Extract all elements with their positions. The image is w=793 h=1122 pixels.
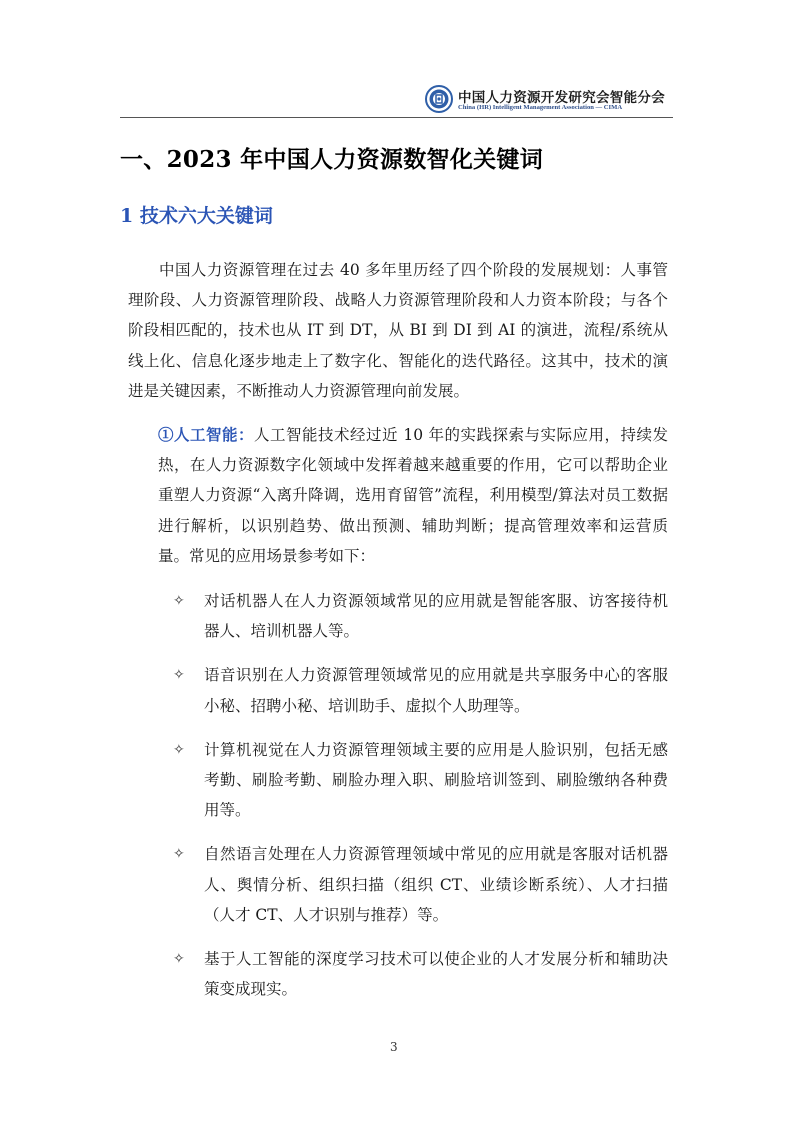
- diamond-bullet-icon: ✧: [173, 846, 185, 863]
- list-item: [173, 944, 668, 1004]
- diamond-bullet-icon: ✧: [173, 951, 185, 968]
- header-divider: [120, 117, 673, 118]
- cima-logo-icon: [425, 85, 453, 113]
- intro-paragraph: 中国人力资源管理在过去 40 多年里历经了四个阶段的发展规划：人事管理阶段、人力资源管理阶段、战略人力资源管理阶段和人力资本阶段；与各个阶段相匹配的，技术也从 IT 到 DT，从 BI 到 DI 到 AI 的演进，流程/系统从线上化、信息化逐步地走上了数字化、智能化的迭代路径。这其中，技术的演进是关键因素，不断推动人力资源管理向前发展。: [128, 261, 668, 400]
- section-title: 一、2023 年中国人力资源数智化关键词: [120, 146, 544, 173]
- list-item-text: 计算机视觉在人力资源管理领域主要的应用是人脸识别，包括无感考勤、刷脸考勤、刷脸办理入职、刷脸培训签到、刷脸缴纳各种费用等。: [204, 740, 668, 820]
- list-item-text: 基于人工智能的深度学习技术可以使企业的人才发展分析和辅助决策变成现实。: [204, 950, 668, 999]
- list-item: [173, 660, 668, 720]
- subsection-title: 1 技术六大关键词: [120, 205, 273, 227]
- list-item: [173, 586, 668, 646]
- list-item: [173, 735, 668, 826]
- list-item: [173, 839, 668, 930]
- page-header: [423, 84, 673, 118]
- page-number: 3: [390, 1040, 398, 1054]
- diamond-bullet-icon: ✧: [173, 667, 185, 684]
- list-item-text: 对话机器人在人力资源领域常见的应用就是智能客服、访客接待机器人、培训机器人等。: [204, 592, 668, 641]
- diamond-bullet-icon: ✧: [173, 593, 185, 609]
- ai-application-list: [173, 586, 668, 1018]
- organization-english-name: China (HR) Intelligent Management Association — CIMA: [458, 104, 623, 111]
- ai-paragraph: [158, 420, 668, 571]
- ai-item-title: ①人工智能：: [158, 425, 254, 444]
- list-item-text: 语音识别在人力资源管理领域常见的应用就是共享服务中心的客服小秘、招聘小秘、培训助手、虚拟个人助理等。: [204, 666, 668, 715]
- diamond-bullet-icon: ✧: [173, 741, 185, 758]
- list-item-text: 自然语言处理在人力资源管理领域中常见的应用就是客服对话机器人、舆情分析、组织扫描（组织 CT、业绩诊断系统）、人才扫描（人才 CT、人才识别与推荐）等。: [204, 845, 668, 924]
- ai-item-body: 人工智能技术经过近 10 年的实践探索与实际应用，持续发热，在人力资源数字化领域中发挥着越来越重要的作用，它可以帮助企业重塑人力资源“入离升降调，选用育留管”流程，利用模型/算法对员工数据进行解析，以识别趋势、做出预测、辅助判断；提高管理效率和运营质量。常见的应用场景参考如下：: [158, 426, 668, 565]
- organization-name: 中国人力资源开发研究会智能分会: [458, 90, 665, 106]
